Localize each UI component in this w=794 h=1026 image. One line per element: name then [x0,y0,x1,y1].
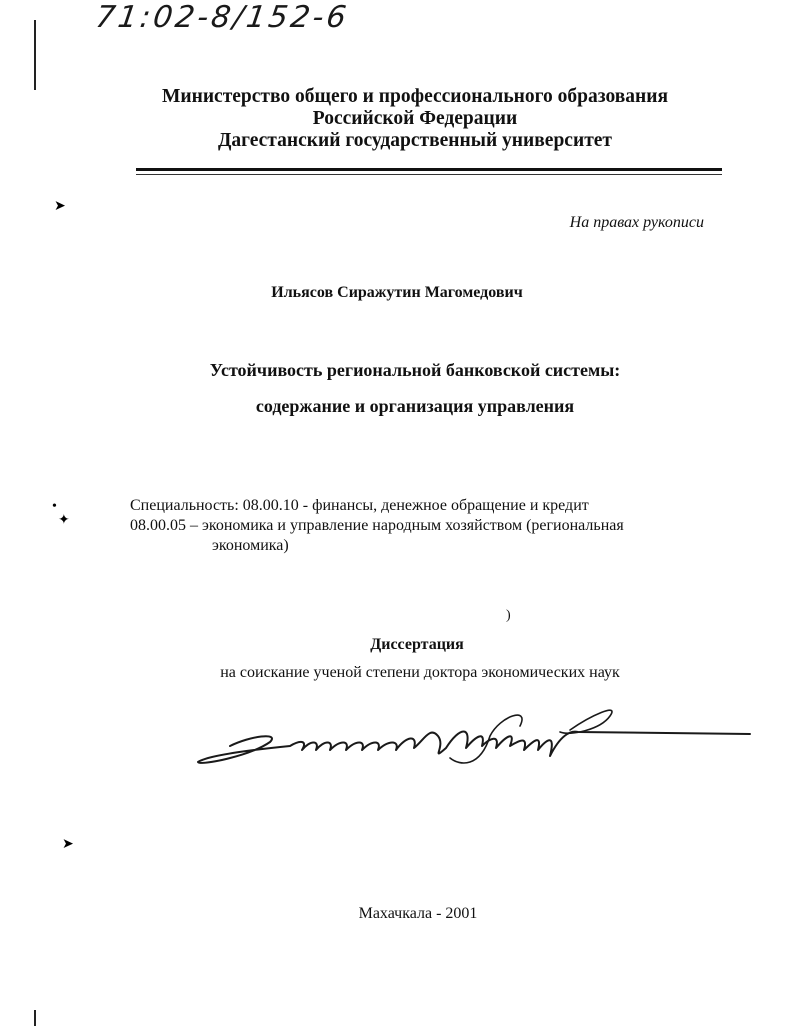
title-line-1: Устойчивость региональной банковской системы: [209,360,621,380]
specialty-block [130,496,730,556]
author-name: Ильясов Сиражутин Магомедович [271,284,523,301]
scan-edge-line-top [34,20,36,90]
title-line-2: содержание и организация управления [255,396,575,416]
city-year: Махачкала - 2001 [358,905,478,922]
scan-speck-icon: • [52,499,57,514]
scan-speck-icon: ➤ [54,199,66,214]
scan-speck-icon: ➤ [62,837,74,852]
dissertation-title [0,352,794,424]
dissertation-heading: Диссертация [370,636,464,653]
scan-edge-line-bottom [34,1010,36,1026]
university-line: Дагестанский государственный университет [217,130,613,151]
header-divider-thin [136,174,722,175]
federation-line: Российской Федерации [312,108,518,129]
stray-mark: ) [506,608,511,623]
header-divider-thick [136,168,722,171]
ministry-line: Министерство общего и профессионального образования [161,86,669,107]
signature-icon [190,696,770,776]
archive-code: 71:02-8/152-6 [93,0,352,35]
specialty-line-1: Специальность: 08.00.10 - финансы, денежное обращение и кредит [130,497,589,514]
specialty-line-2: 08.00.05 – экономика и управление народным хозяйством (региональная [130,517,624,534]
specialty-line-3: экономика) [212,537,289,554]
scan-speck-icon: ✦ [58,513,70,528]
institution-header [130,86,700,152]
degree-subtitle: на соискание ученой степени доктора экономических наук [220,664,620,681]
manuscript-note: На правах рукописи [569,214,704,231]
